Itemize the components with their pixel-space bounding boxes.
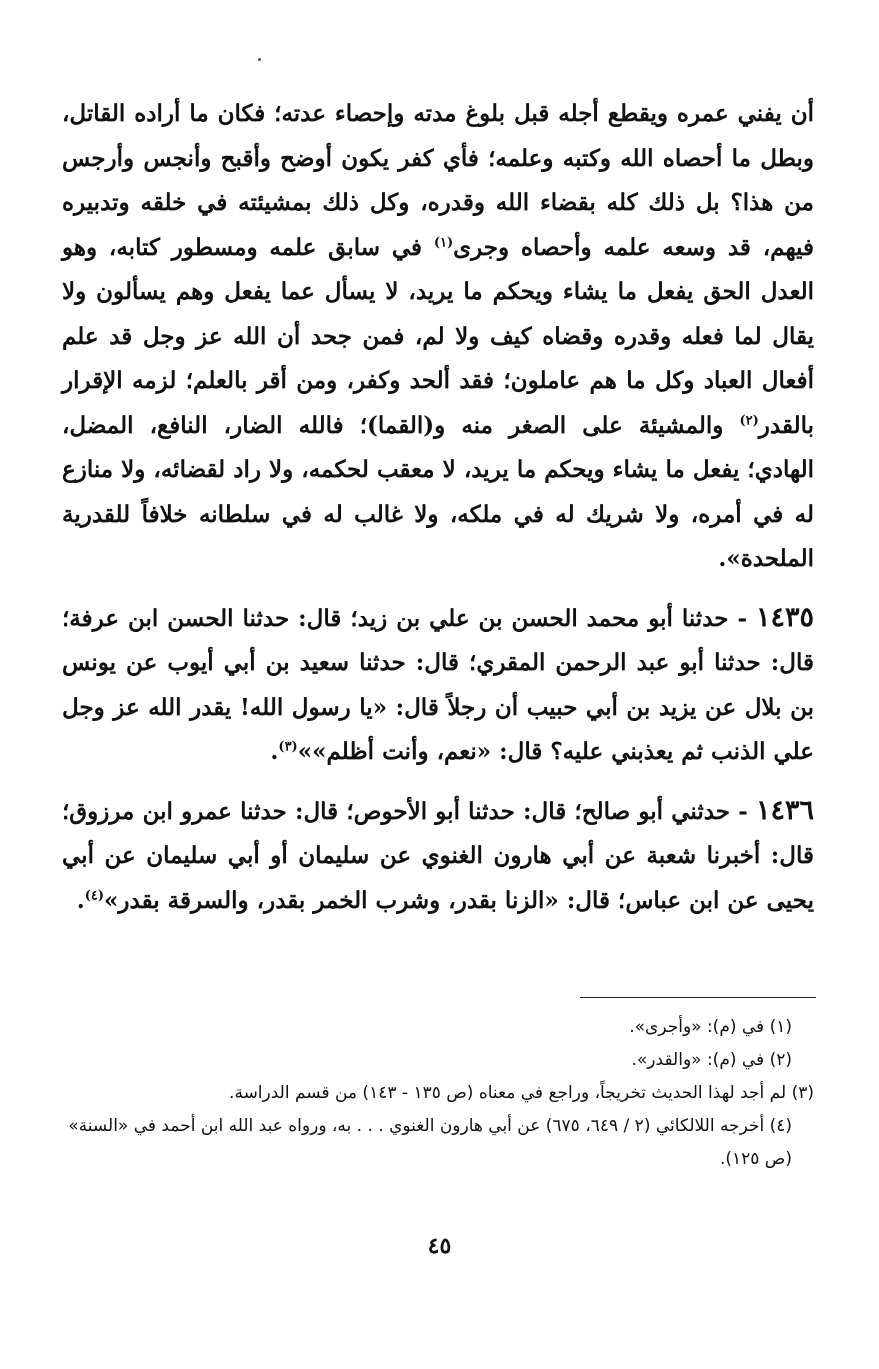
hadith-text: - حدثنا أبو محمد الحسن بن علي بن زيد؛ قال: حدثنا الحسن ابن عرفة؛ قال: حدثنا أبو عبد الرحمن المقري؛ قال: حدثنا سعيد بن أبي أيوب عن يونس بن بلال عن يزيد بن أبي حبيب أن رجلاً قال: «يا رسول الله! يقدر الله عز وجل علي الذنب ثم يعذبني عليه؟ قال: «نعم، وأنت أظلم»» xyxy=(62,604,814,765)
paragraph-text-b: في سابق علمه ومسطور كتابه، وهو العدل الحق يفعل ما يشاء ويحكم ما يريد، لا يسأل عما يفعل وهم يسألون ولا يقال لما فعله وقدره وقضاه كيف ولا لم، فمن جحد أن الله عز وجل قد علم أفعال العباد وكل ما هم عاملون؛ فقد ألحد وكفر، ومن أقر بالعلم؛ لزمه الإقرار بالقدر xyxy=(62,233,814,439)
hadith-end: . xyxy=(76,886,85,914)
footnote-separator xyxy=(580,997,816,998)
hadith-1436 xyxy=(62,789,814,924)
hadith-number: ١٤٣٦ xyxy=(755,794,814,826)
hadith-end: . xyxy=(270,738,279,765)
footnote-4: (٤) أخرجه اللالكائي (٢ / ٦٤٩، ٦٧٥) عن أبي هارون الغنوي . . . به، ورواه عبد الله ابن أحمد في «السنة» (ص ١٢٥). xyxy=(68,1116,792,1169)
footnotes xyxy=(62,1011,814,1176)
hadith-text: - حدثني أبو صالح؛ قال: حدثنا أبو الأحوص؛ قال: حدثنا عمرو ابن مرزوق؛ قال: أخبرنا شعبة عن أبي هارون الغنوي عن سليمان أو أبي سليمان عن أبي يحيى عن ابن عباس؛ قال: «الزنا بقدر، وشرب الخمر بقدر، والسرقة بقدر» xyxy=(62,797,814,914)
footnote-ref-3: (٣) xyxy=(278,739,298,755)
footnote-3: (٣) لم أجد لهذا الحديث تخريجاً، وراجع في معناه (ص ١٣٥ - ١٤٣) من قسم الدراسة. xyxy=(229,1083,814,1103)
scan-speck xyxy=(258,58,261,61)
hadith-1435 xyxy=(62,596,814,775)
footnote-2: (٢) في (م): «والقدر». xyxy=(631,1050,792,1070)
page-number: ٤٥ xyxy=(427,1233,452,1259)
main-text xyxy=(62,92,814,923)
paragraph-text-c: والمشيئة على الصغر منه و(القما)؛ فالله الضار، النافع، المضل، الهادي؛ يفعل ما يشاء ويحكم ما يريد، لا معقب لحكمه، ولا راد لقضائه، ولا منازع له في أمره، ولا شريك له في ملكه، ولا غالب له في سلطانه خلافاً للقدرية الملحدة». xyxy=(62,411,814,572)
footnote-1: (١) في (م): «وأجرى». xyxy=(629,1017,792,1037)
paragraph-text: أن يفني عمره ويقطع أجله قبل بلوغ مدته وإحصاء عدته؛ فكان ما أراده القاتل، وبطل ما أحصاه الله وكتبه وعلمه؛ فأي كفر يكون أوضح وأقبح وأنجس وأرجس من هذا؟ بل ذلك كله بقضاء الله وقدره، وكل ذلك بمشيئته في خلقه وتدبيره فيهم، قد وسعه علمه وأحصاه وجرى xyxy=(62,100,814,261)
hadith-number: ١٤٣٥ xyxy=(755,601,814,633)
footnote-ref-2: (٢) xyxy=(739,412,759,428)
footnote-ref-1: (١) xyxy=(433,234,454,250)
paragraph-continuation xyxy=(62,92,814,582)
footnote-ref-4: (٤) xyxy=(84,887,105,903)
